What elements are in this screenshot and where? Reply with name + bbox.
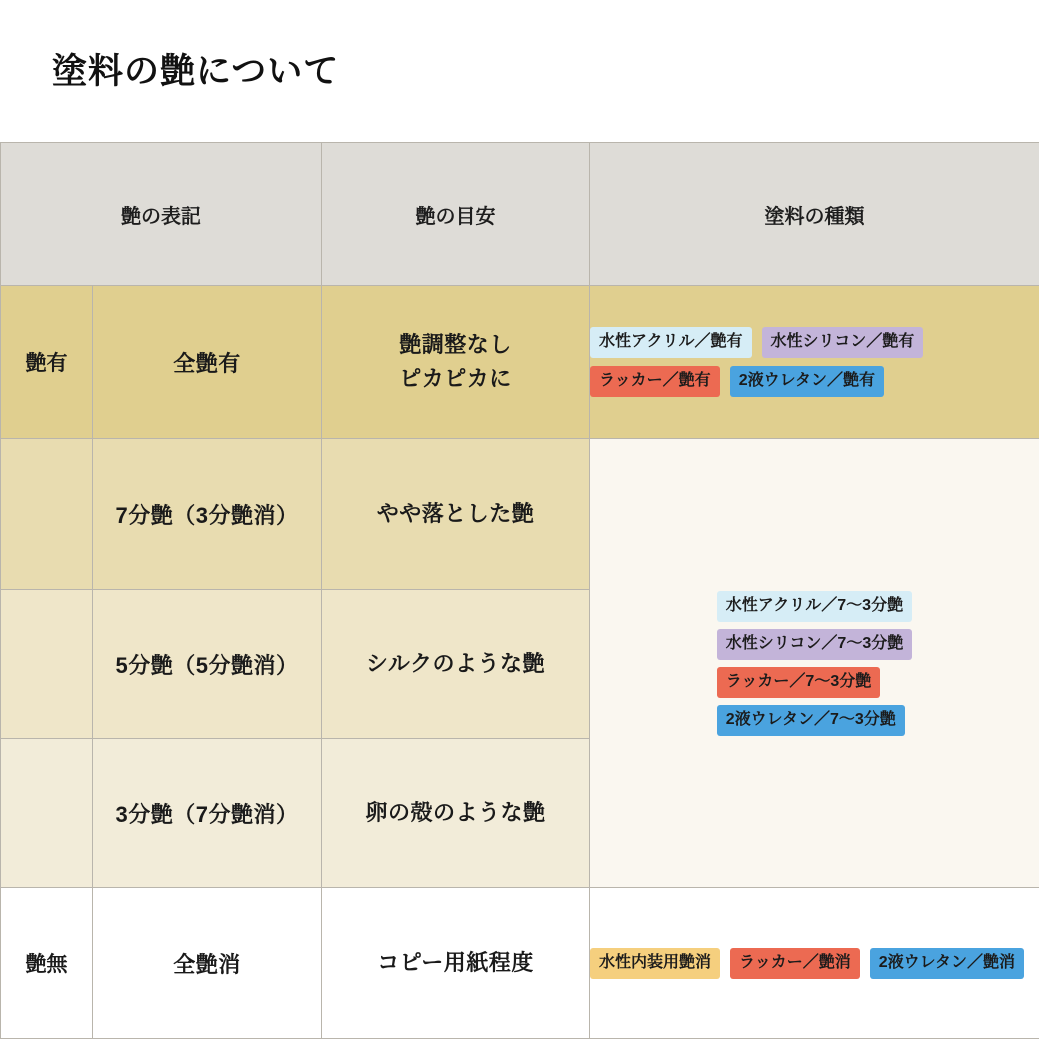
gloss-label: 全艶消 <box>93 888 322 1039</box>
gloss-guide: 卵の殻のような艶 <box>322 739 590 888</box>
gloss-category-spacer <box>1 590 93 739</box>
paint-chip[interactable]: 2液ウレタン／艶有 <box>730 366 884 397</box>
gloss-category-spacer <box>1 439 93 590</box>
table-row <box>1 439 1039 590</box>
paint-chip[interactable]: 2液ウレタン／艶消 <box>870 948 1024 979</box>
paint-chip[interactable]: ラッカー／7〜3分艶 <box>717 667 880 698</box>
paint-chip[interactable]: 2液ウレタン／7〜3分艶 <box>717 705 905 736</box>
page-title: 塗料の艶について <box>52 52 340 91</box>
paint-types-cell <box>590 439 1039 888</box>
paint-chip[interactable]: ラッカー／艶消 <box>730 948 860 979</box>
paint-chip[interactable]: 水性アクリル／7〜3分艶 <box>717 591 912 622</box>
paint-chip[interactable]: 水性シリコン／艶有 <box>762 327 924 358</box>
paint-chip-group <box>590 591 1039 736</box>
column-header-label: 艶の表記 <box>1 143 322 286</box>
table-row <box>1 888 1039 1039</box>
gloss-category-artsunashi: 艶無 <box>1 888 93 1039</box>
gloss-table <box>0 142 1039 1039</box>
gloss-guide <box>322 286 590 439</box>
column-header-types: 塗料の種類 <box>590 143 1039 286</box>
paint-chip[interactable]: 水性内装用艶消 <box>590 948 720 979</box>
gloss-guide: やや落とした艶 <box>322 439 590 590</box>
gloss-guide-line2: ピカピカに <box>399 366 512 391</box>
gloss-label: 全艶有 <box>93 286 322 439</box>
table-header <box>1 143 1039 286</box>
gloss-label: 7分艶（3分艶消） <box>93 439 322 590</box>
paint-types-cell <box>590 286 1039 439</box>
gloss-label: 3分艶（7分艶消） <box>93 739 322 888</box>
table-header-row <box>1 143 1039 286</box>
table-body <box>1 286 1039 1039</box>
gloss-guide-line1: 艶調整なし <box>399 331 512 357</box>
gloss-category-artsuari: 艶有 <box>1 286 93 439</box>
gloss-label: 5分艶（5分艶消） <box>93 590 322 739</box>
gloss-guide: コピー用紙程度 <box>322 888 590 1039</box>
paint-chip-group <box>590 948 1039 979</box>
paint-chip[interactable]: ラッカー／艶有 <box>590 366 720 397</box>
paint-chip[interactable]: 水性アクリル／艶有 <box>590 327 752 358</box>
column-header-guide: 艶の目安 <box>322 143 590 286</box>
gloss-category-spacer <box>1 739 93 888</box>
table-row <box>1 286 1039 439</box>
paint-chip-group <box>590 327 1039 397</box>
paint-chip[interactable]: 水性シリコン／7〜3分艶 <box>717 629 912 660</box>
paint-types-cell <box>590 888 1039 1039</box>
gloss-guide: シルクのような艶 <box>322 590 590 739</box>
